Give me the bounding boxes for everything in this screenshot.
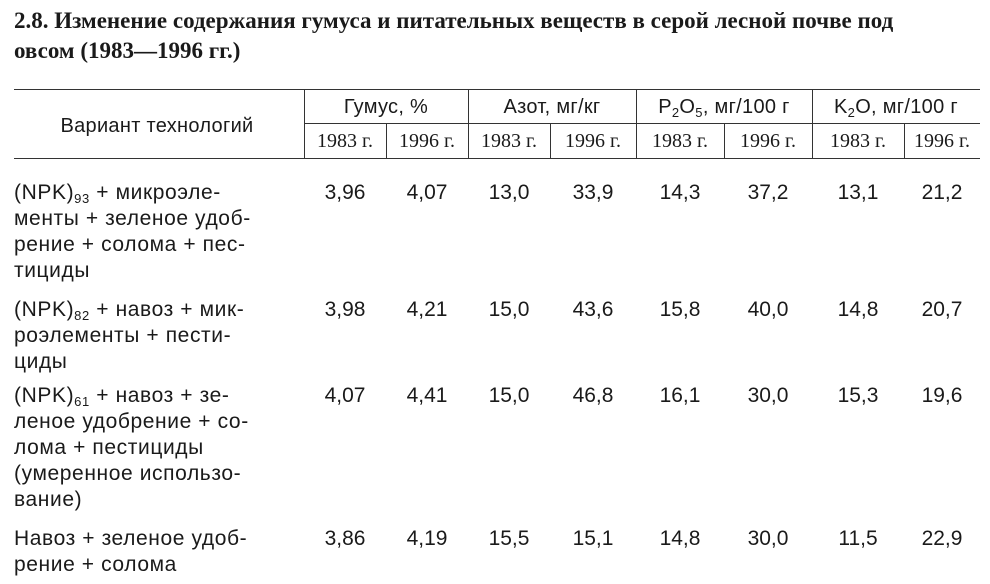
table-cell: 3,98 xyxy=(324,298,366,321)
table-cell: 20,7 xyxy=(921,298,963,321)
table-cell: 11,5 xyxy=(838,527,878,550)
table-cell: 14,8 xyxy=(837,298,879,321)
group-header-nitrogen: Азот, мг/кг xyxy=(503,96,601,118)
table-cell: 30,0 xyxy=(747,384,789,407)
table-cell: 30,0 xyxy=(747,527,789,550)
year-header: 1983 г. xyxy=(481,130,537,152)
header-bottom-rule xyxy=(14,158,980,159)
table-cell: 37,2 xyxy=(747,181,789,204)
table-cell: 19,6 xyxy=(921,384,963,407)
title-line-1: 2.8. Изменение содержания гумуса и питательных веществ в серой лесной почве под xyxy=(14,8,894,33)
table-cell: 15,3 xyxy=(837,384,879,407)
table-row-variant: $(NPK)_{93}$ + микроэле- менты + зеленое удоб- рение + солома + пес- тициды xyxy=(14,181,251,282)
group-header-humus: Гумус, % xyxy=(343,96,429,118)
table-cell: 22,9 xyxy=(921,527,963,550)
year-header: 1996 г. xyxy=(399,130,455,152)
table-row-variant: Навоз + зеленое удоб- рение + солома xyxy=(14,527,248,576)
table-cell: 40,0 xyxy=(747,298,789,321)
table-cell: 16,1 xyxy=(659,384,701,407)
table-cell: 15,8 xyxy=(659,298,701,321)
year-header: 1983 г. xyxy=(830,130,886,152)
group-header-potassium: $K_2O$, мг/100 г xyxy=(834,96,958,120)
year-header: 1996 г. xyxy=(914,130,970,152)
table-cell: 15,1 xyxy=(572,527,614,550)
table-cell: 4,07 xyxy=(406,181,448,204)
year-header: 1983 г. xyxy=(652,130,708,152)
table-cell: 15,5 xyxy=(488,527,530,550)
table-cell: 43,6 xyxy=(572,298,614,321)
table-cell: 3,86 xyxy=(324,527,366,550)
year-header: 1996 г. xyxy=(740,130,796,152)
table-cell: 46,8 xyxy=(572,384,614,407)
table-cell: 15,0 xyxy=(488,298,530,321)
group-rule xyxy=(304,123,980,124)
year-header: 1983 г. xyxy=(317,130,373,152)
table-cell: 4,21 xyxy=(406,298,448,321)
table-cell: 14,8 xyxy=(659,527,701,550)
table-cell: 13,1 xyxy=(837,181,879,204)
table-cell: 4,41 xyxy=(406,384,448,407)
table-cell: 33,9 xyxy=(572,181,614,204)
table-row-variant: $(NPK)_{61}$ + навоз + зе- леное удобрение + со- лома + пестициды (умеренное использо- вание) xyxy=(14,384,249,511)
group-header-phosphorus: $P_2O_5$, мг/100 г xyxy=(658,96,790,120)
table-cell: 21,2 xyxy=(921,181,963,204)
table-cell: 15,0 xyxy=(488,384,530,407)
table-cell: 4,19 xyxy=(406,527,448,550)
top-rule xyxy=(14,89,980,90)
table-cell: 3,96 xyxy=(324,181,366,204)
variant-header: Вариант технологий xyxy=(60,115,254,137)
title-line-2: овсом (1983—1996 гг.) xyxy=(14,38,241,63)
table-title xyxy=(14,6,980,66)
table-cell: 4,07 xyxy=(324,384,366,407)
table-cell: 13,0 xyxy=(488,181,530,204)
year-header: 1996 г. xyxy=(565,130,621,152)
table-row-variant: $(NPK)_{82}$ + навоз + мик- роэлементы + пести- циды xyxy=(14,298,245,373)
table-cell: 14,3 xyxy=(659,181,701,204)
